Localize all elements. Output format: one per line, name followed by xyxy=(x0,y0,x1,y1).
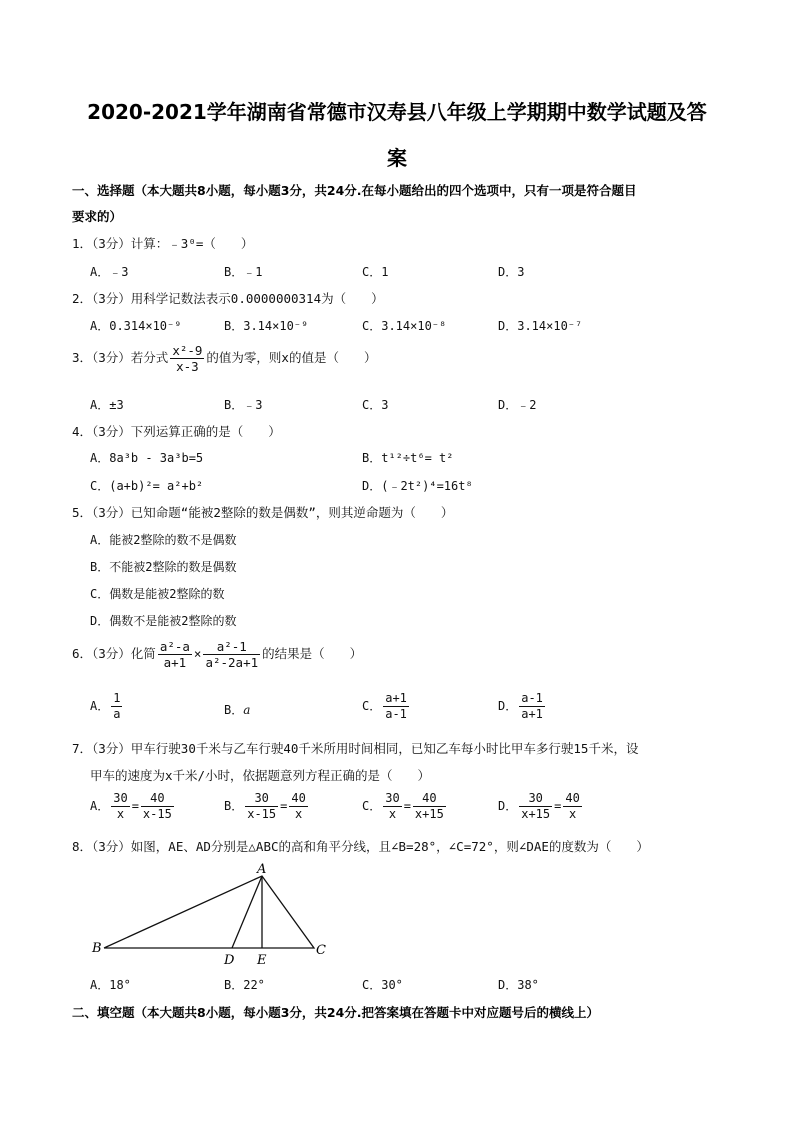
q5-option-d: D．偶数不是能被2整除的数 xyxy=(90,614,237,628)
q3-fraction-den: x-3 xyxy=(176,359,199,374)
q2-option-b: B．3.14×10⁻⁹ xyxy=(224,319,309,333)
q6-option-c-label: C． xyxy=(362,699,382,713)
q7-a-r-den: x-15 xyxy=(142,807,172,821)
question-1: 1．（3分）计算：﹣3⁰=（ ） xyxy=(72,236,254,251)
q7-b-r-num: 40 xyxy=(291,791,306,805)
question-3 xyxy=(72,343,376,374)
q4-option-d: D．(﹣2t²)⁴=16t⁸ xyxy=(362,479,473,493)
q7-b-r-den: x xyxy=(294,807,303,821)
q4-option-b: B．t¹²÷t⁶= t² xyxy=(362,451,454,465)
triangle-abc xyxy=(104,876,314,948)
q3-fraction-num: x²-9 xyxy=(172,343,203,358)
q5-option-b: B．不能被2整除的数是偶数 xyxy=(90,560,237,574)
q7-option-c-left xyxy=(383,791,401,822)
q7-d-l-num: 30 xyxy=(519,791,552,807)
q6-option-c-frac xyxy=(383,691,409,722)
question-4: 4．（3分）下列运算正确的是（ ） xyxy=(72,424,281,439)
bisector-ad xyxy=(232,876,262,948)
q7-d-l-den: x+15 xyxy=(521,807,551,821)
q7-d-equals: = xyxy=(554,799,562,813)
q7-c-l-num: 30 xyxy=(385,791,400,805)
q6-option-d-frac xyxy=(519,691,545,722)
section1-header-cont: 要求的） xyxy=(72,209,123,224)
section2-header: 二、填空题（本大题共8小题，每小题3分，共24分.把答案填在答题卡中对应题号后的横线上） xyxy=(72,1005,600,1020)
q6-option-a-frac xyxy=(111,691,122,722)
q6-f1-num: a²-a xyxy=(159,639,190,654)
q8-option-a: A．18° xyxy=(90,978,131,992)
q6-option-d-num: a-1 xyxy=(521,691,543,705)
q7-a-r-num: 40 xyxy=(141,791,174,807)
q7-d-r-num: 40 xyxy=(565,791,580,805)
q6-option-a-label: A． xyxy=(90,699,110,713)
q5-option-a: A．能被2整除的数不是偶数 xyxy=(90,533,237,547)
q2-option-c: C．3.14×10⁻⁸ xyxy=(362,319,447,333)
q7-option-b-right xyxy=(289,791,307,822)
q7-option-a-label: A． xyxy=(90,799,110,813)
q8-option-b: B．22° xyxy=(224,978,265,992)
q7-option-d xyxy=(498,791,584,822)
label-e: E xyxy=(257,953,267,968)
q7-c-equals: = xyxy=(403,799,411,813)
q6-prefix: 6．（3分）化简 xyxy=(72,646,156,661)
q6-option-c-den: a-1 xyxy=(385,707,407,721)
q7-a-l-den: x xyxy=(116,807,125,821)
page-title: 2020-2021学年湖南省常德市汉寿县八年级上学期期中数学试题及答 xyxy=(87,100,707,124)
q6-f2-num: a²-1 xyxy=(203,639,260,655)
q3-option-d: D．﹣2 xyxy=(498,398,537,412)
triangle-figure xyxy=(80,860,340,970)
q1-option-c: C．1 xyxy=(362,265,389,279)
q6-fraction-1 xyxy=(158,639,192,670)
q6-f1-den: a+1 xyxy=(163,655,187,670)
question-7: 7．（3分）甲车行驶30千米与乙车行驶40千米所用时间相同，已知乙车每小时比甲车多行驶15千米，设 xyxy=(72,741,639,756)
q6-option-b-text: a xyxy=(243,703,251,717)
q7-option-c-right xyxy=(413,791,446,822)
q4-option-a: A．8a³b - 3a³b=5 xyxy=(90,451,204,465)
q7-option-d-label: D． xyxy=(498,799,518,813)
label-d: D xyxy=(224,953,235,968)
q1-option-d: D．3 xyxy=(498,265,525,279)
q3-fraction xyxy=(170,343,204,374)
q7-option-c xyxy=(362,791,448,822)
question-6 xyxy=(72,639,362,670)
q7-option-a-left xyxy=(111,791,129,822)
q5-option-c: C．偶数是能被2整除的数 xyxy=(90,587,225,601)
q6-fraction-2 xyxy=(203,639,260,670)
q7-a-equals: = xyxy=(131,799,139,813)
q7-c-r-den: x+15 xyxy=(414,807,444,821)
q8-option-d: D．38° xyxy=(498,978,539,992)
q6-option-b xyxy=(224,701,250,718)
q7-c-r-num: 40 xyxy=(413,791,446,807)
q6-f2-den: a²-2a+1 xyxy=(205,655,259,670)
q7-option-b-label: B． xyxy=(224,799,244,813)
q3-suffix: 的值为零，则x的值是（ ） xyxy=(206,350,377,365)
label-c: C xyxy=(316,943,326,958)
question-7-cont: 甲车的速度为x千米/小时，依据题意列方程正确的是（ ） xyxy=(90,768,431,783)
q6-option-d-label: D． xyxy=(498,699,518,713)
q7-option-c-label: C． xyxy=(362,799,382,813)
label-a: A xyxy=(257,862,267,877)
q8-option-c: C．30° xyxy=(362,978,403,992)
question-2: 2．（3分）用科学记数法表示0.0000000314为（ ） xyxy=(72,291,384,306)
q3-prefix: 3．（3分）若分式 xyxy=(72,350,169,365)
label-b: B xyxy=(92,941,102,956)
q7-b-l-num: 30 xyxy=(245,791,278,807)
q7-d-r-den: x xyxy=(568,807,577,821)
q6-option-d-den: a+1 xyxy=(521,707,543,721)
q6-times-sign: × xyxy=(193,646,202,661)
section1-header: 一、选择题（本大题共8小题，每小题3分，共24分.在每小题给出的四个选项中，只有一项是符合题目 xyxy=(72,183,637,198)
q2-option-a: A．0.314×10⁻⁹ xyxy=(90,319,182,333)
q7-a-l-num: 30 xyxy=(113,791,128,805)
question-5: 5．（3分）已知命题“能被2整除的数是偶数”，则其逆命题为（ ） xyxy=(72,505,454,520)
q7-b-equals: = xyxy=(280,799,288,813)
q7-option-d-left xyxy=(519,791,552,822)
q3-option-a: A．±3 xyxy=(90,398,124,412)
q7-option-b xyxy=(224,791,310,822)
q6-option-a-den: a xyxy=(113,707,121,721)
q7-option-a xyxy=(90,791,176,822)
q7-option-d-right xyxy=(563,791,581,822)
q7-option-a-right xyxy=(141,791,174,822)
q6-option-c-num: a+1 xyxy=(385,691,407,705)
q6-suffix: 的结果是（ ） xyxy=(262,646,363,661)
q2-option-d: D．3.14×10⁻⁷ xyxy=(498,319,583,333)
q4-option-c: C．(a+b)²= a²+b² xyxy=(90,479,204,493)
q6-option-a xyxy=(90,691,124,722)
q7-c-l-den: x xyxy=(388,807,397,821)
q6-option-c xyxy=(362,691,411,722)
q3-option-c: C．3 xyxy=(362,398,389,412)
q6-option-d xyxy=(498,691,547,722)
page-title-continued: 案 xyxy=(387,146,407,170)
q3-option-b: B．﹣3 xyxy=(224,398,263,412)
q6-option-a-num: 1 xyxy=(113,691,121,705)
q6-option-b-label: B． xyxy=(224,703,244,717)
question-8: 8．（3分）如图，AE、AD分别是△ABC的高和角平分线，且∠B=28°，∠C=72°，则∠DAE的度数为（ ） xyxy=(72,839,649,854)
q7-option-b-left xyxy=(245,791,278,822)
q7-b-l-den: x-15 xyxy=(247,807,277,821)
q1-option-a: A．﹣3 xyxy=(90,265,129,279)
q1-option-b: B．﹣1 xyxy=(224,265,263,279)
